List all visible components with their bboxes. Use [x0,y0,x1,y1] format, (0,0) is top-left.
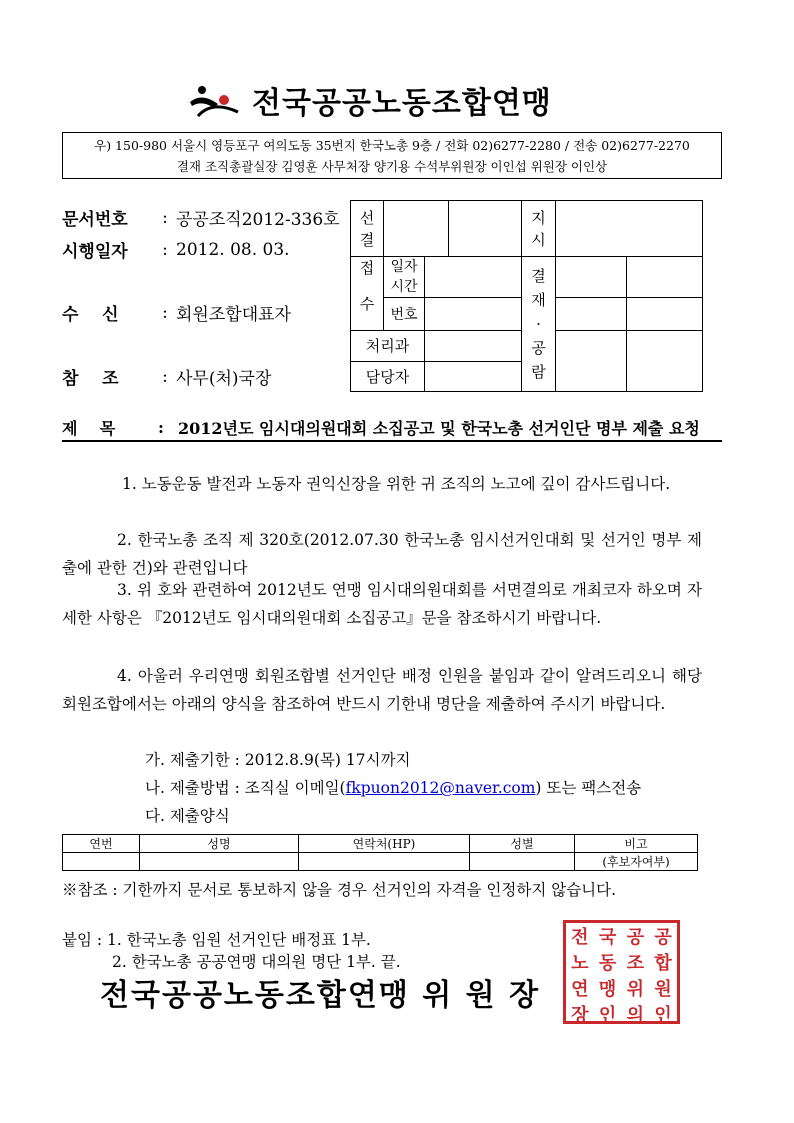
doc-number-value: 공공조직2012-336호 [176,210,340,230]
approval-box: 선 결 지 시 접 수 일자 시간 결 재 · 공 람 번호 처리과 담당자 [350,200,703,392]
doc-number-label: 문서번호 [62,210,128,230]
note-text: ※참조 : 기한까지 문서로 통보하지 않을 경우 선거인의 자격을 인정하지 않습니다. [62,881,617,899]
org-header [188,80,608,120]
attachment-1: 붙임 : 1. 한국노총 임원 선거인단 배정표 1부. [62,931,371,949]
paragraph-1: 1. 노동운동 발전과 노동자 권익신장을 위한 귀 조직의 노고에 깊이 감사드립니다. [122,475,671,493]
recipient-value: 회원조합대표자 [176,305,291,325]
attachment-2: 2. 한국노총 공공연맹 대의원 명단 1부. 끝. [112,953,401,971]
reference-row: 참 조 : 사무(처)국장 [62,364,271,389]
table-row: (후보자여부) [63,853,698,871]
official-seal: 전 국 공 공 노 동 조 합 연 맹 위 원 장 인 의 인 [563,920,680,1024]
email-link[interactable]: fkpuon2012@naver.com [345,779,536,797]
paragraph-4: 4. 아울러 우리연맹 회원조합별 선거인단 배정 인원을 붙임과 같이 알려드리오니 해당 회원조합에서는 아래의 양식을 참조하여 반드시 기한내 명단을 제출하여 주시기 바랍니다. [62,667,702,713]
paragraph-3: 3. 위 호와 관련하여 2012년도 연맹 임시대의원대회를 서면결의로 개최코자 하오며 자세한 사항은 『2012년도 임시대의원대회 소집공고』문을 참조하시기 바랍니다. [62,581,702,627]
address-box [62,132,722,179]
paragraph-2: 2. 한국노총 조직 제 320호(2012.07.30 한국노총 임시선거인대회 및 선거인 명부 제출에 관한 건)와 관련입니다 [62,531,702,577]
org-name: 전국공공노동조합연맹 [252,86,552,121]
address-line: 우) 150-980 서울시 영등포구 여의도동 35번지 한국노총 9층 / 전화 02)6277-2280 / 전송 02)6277-2270 [94,138,690,153]
recipient-row: 수 신 : 회원조합대표자 [62,300,291,325]
item-method: 나. 제출방법 : 조직실 이메일(fkpuon2012@naver.com) 또는 팩스전송 [145,779,642,797]
subject-row: 제 목 : 2012년도 임시대의원대회 소집공고 및 한국노총 선거인단 명부 제출 요청 [62,414,722,442]
subject-text: 2012년도 임시대의원대회 소집공고 및 한국노총 선거인단 명부 제출 요청 [178,418,700,438]
item-deadline: 가. 제출기한 : 2012.8.9(목) 17시까지 [145,751,411,769]
submission-form-table [62,834,698,871]
table-header-row: 연번 성명 연락처(HP) 성별 비고 [63,835,698,853]
recipient-label: 수 신 [62,305,119,325]
doc-number-row: 문서번호 : 공공조직2012-336호 [62,205,340,230]
date-row: 시행일자 : 2012. 08. 03. [62,237,290,262]
reference-label: 참 조 [62,369,119,389]
signature: 전국공공노동조합연맹 위 원 장 [100,978,541,1013]
subject-label: 제 목 [62,418,116,438]
date-value: 2012. 08. 03. [176,239,290,260]
date-label: 시행일자 [62,242,128,262]
union-logo-icon [188,82,242,118]
item-form: 다. 제출양식 [145,807,230,825]
approval-line: 결재 조직총괄실장 김영훈 사무처장 양기용 수석부위원장 이인섭 위원장 이인상 [176,159,608,174]
reference-value: 사무(처)국장 [176,369,272,389]
